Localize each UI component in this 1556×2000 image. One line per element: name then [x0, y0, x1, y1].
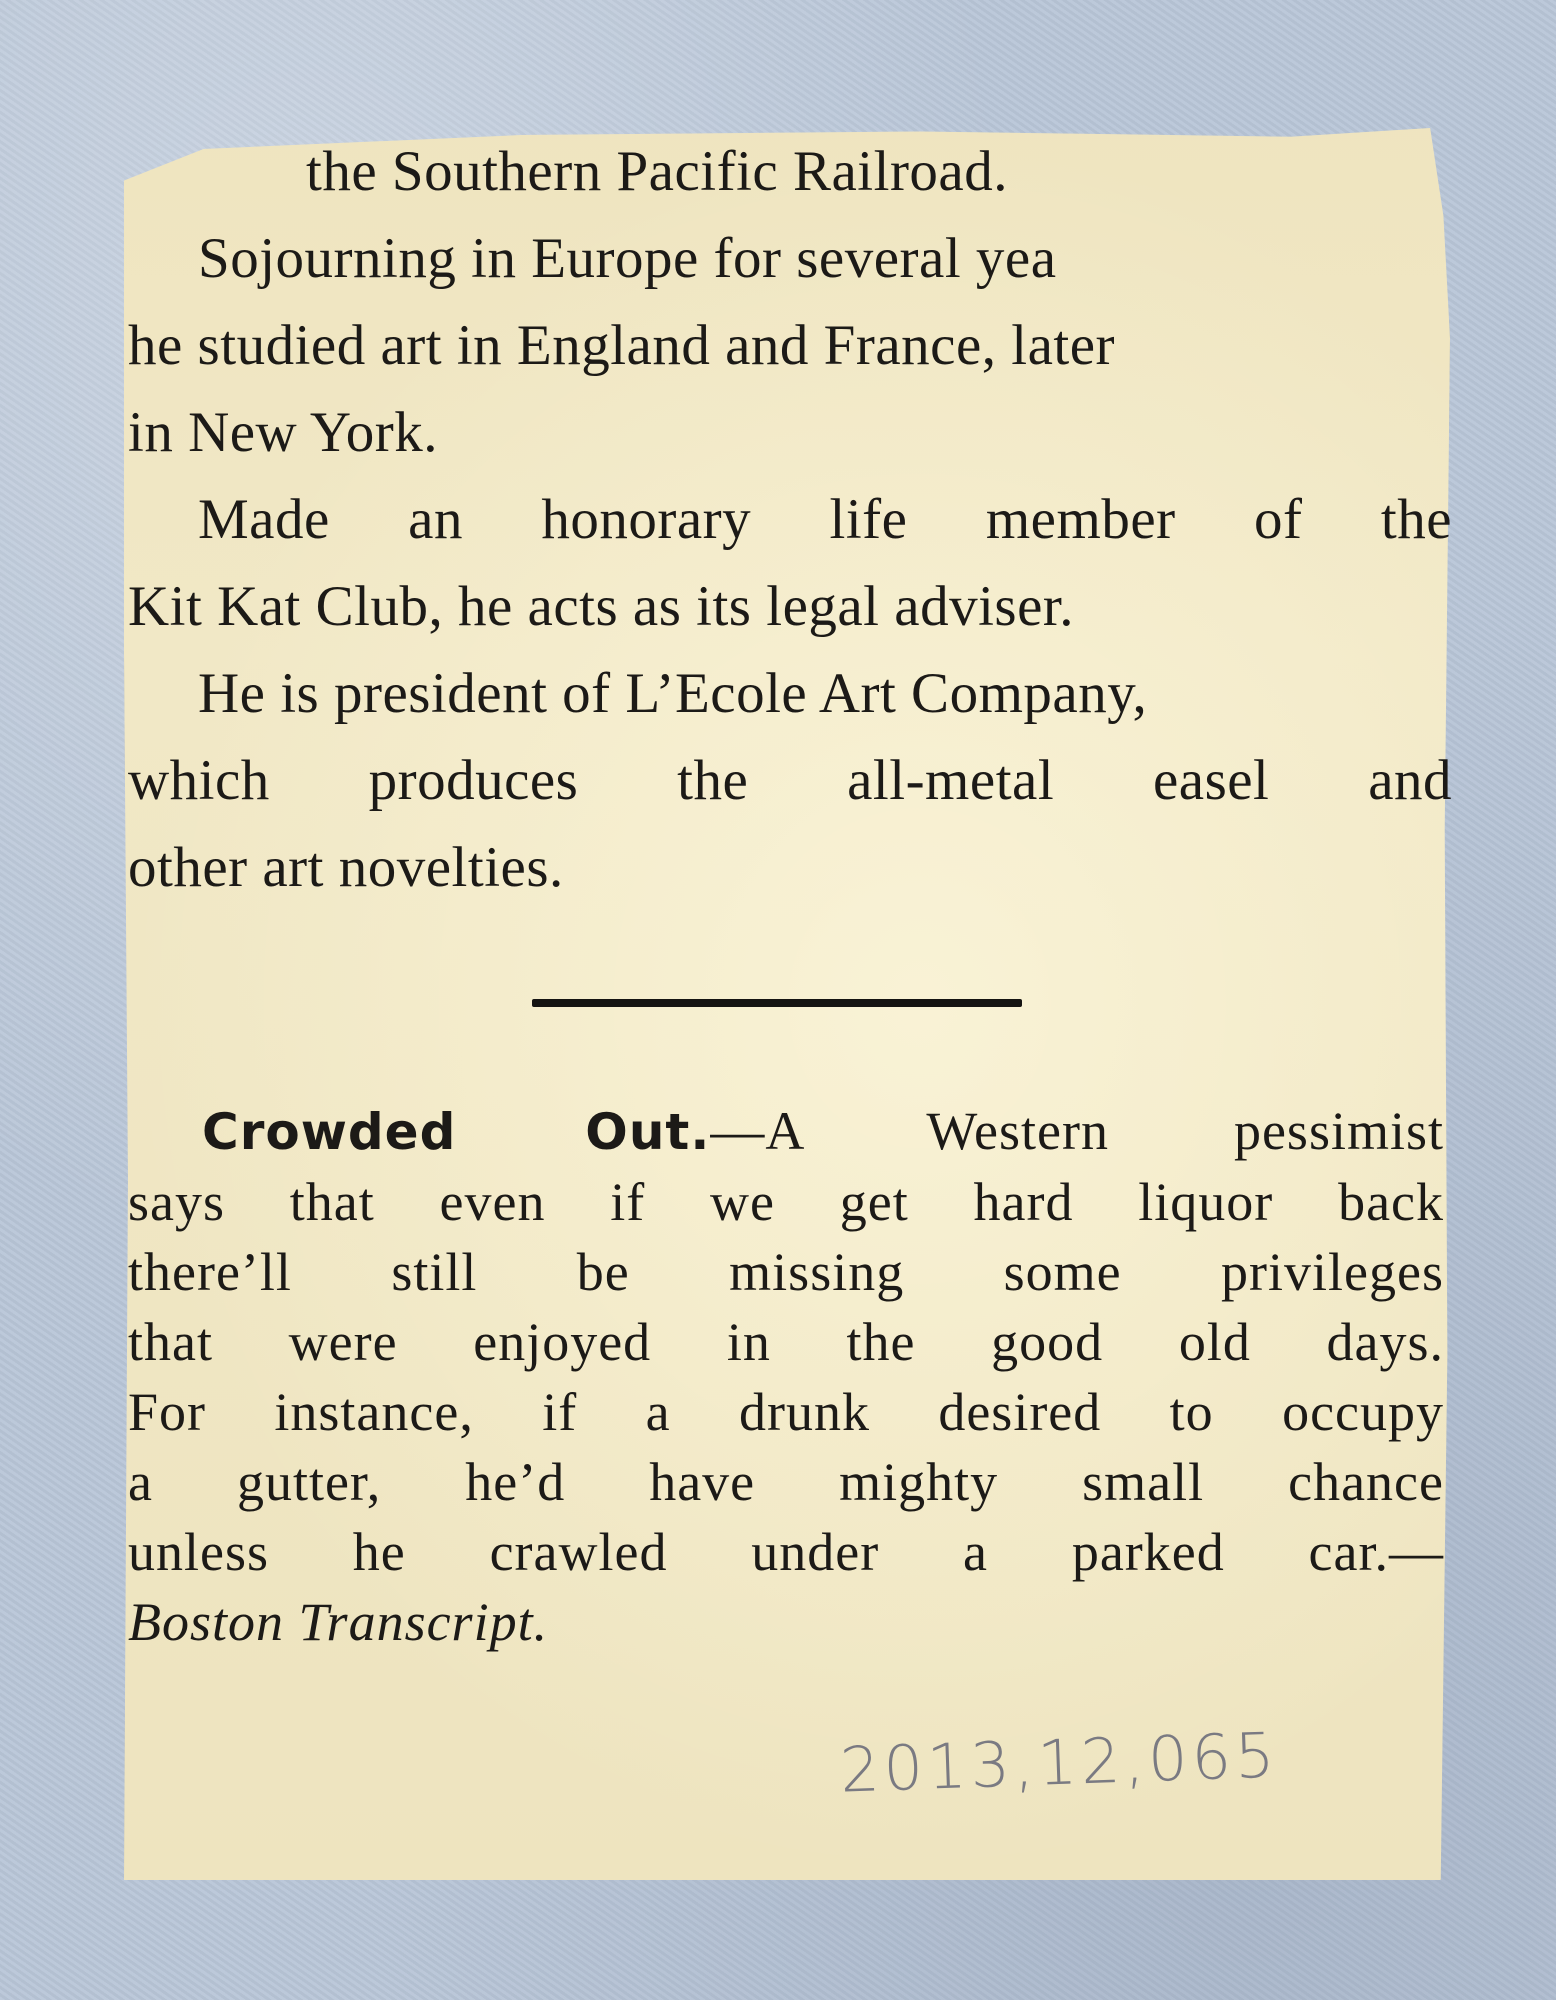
text-line: Sojourning in Europe for several yea — [198, 227, 1057, 290]
catalog-number: 2013,12,065 — [838, 1718, 1280, 1807]
text-line: says that even if we get hard liquor back — [128, 1172, 1444, 1232]
clipping-top-text — [128, 128, 1452, 911]
text-line: that were enjoyed in the good old days. — [128, 1312, 1444, 1372]
text-line: For instance, if a drunk desired to occupy — [128, 1382, 1444, 1442]
text-line: He is president of L’Ecole Art Company, — [198, 662, 1148, 725]
text-line: Kit Kat Club, he acts as its legal adviser. — [128, 575, 1074, 638]
article-first-line — [128, 1096, 1444, 1167]
text-line: other art novelties. — [128, 836, 564, 899]
text-line: he studied art in England and France, later — [128, 314, 1115, 377]
article-lead: —A Western pessimist — [710, 1101, 1444, 1161]
section-divider — [532, 999, 1022, 1007]
text-line: which produces the all-metal easel and — [128, 749, 1452, 812]
text-line: unless he crawled under a parked car.— — [128, 1522, 1444, 1582]
text-line: Made an honorary life member of the — [198, 488, 1452, 551]
article-source: Boston Transcript. — [128, 1592, 549, 1652]
text-line: there’ll still be missing some privileges — [128, 1242, 1444, 1302]
text-line: the Southern Pacific Railroad. — [306, 140, 1008, 203]
text-line: in New York. — [128, 401, 439, 464]
article-headline: Crowded Out. — [202, 1103, 711, 1161]
article-crowded-out — [128, 1096, 1444, 1657]
text-line: a gutter, he’d have mighty small chance — [128, 1452, 1444, 1512]
